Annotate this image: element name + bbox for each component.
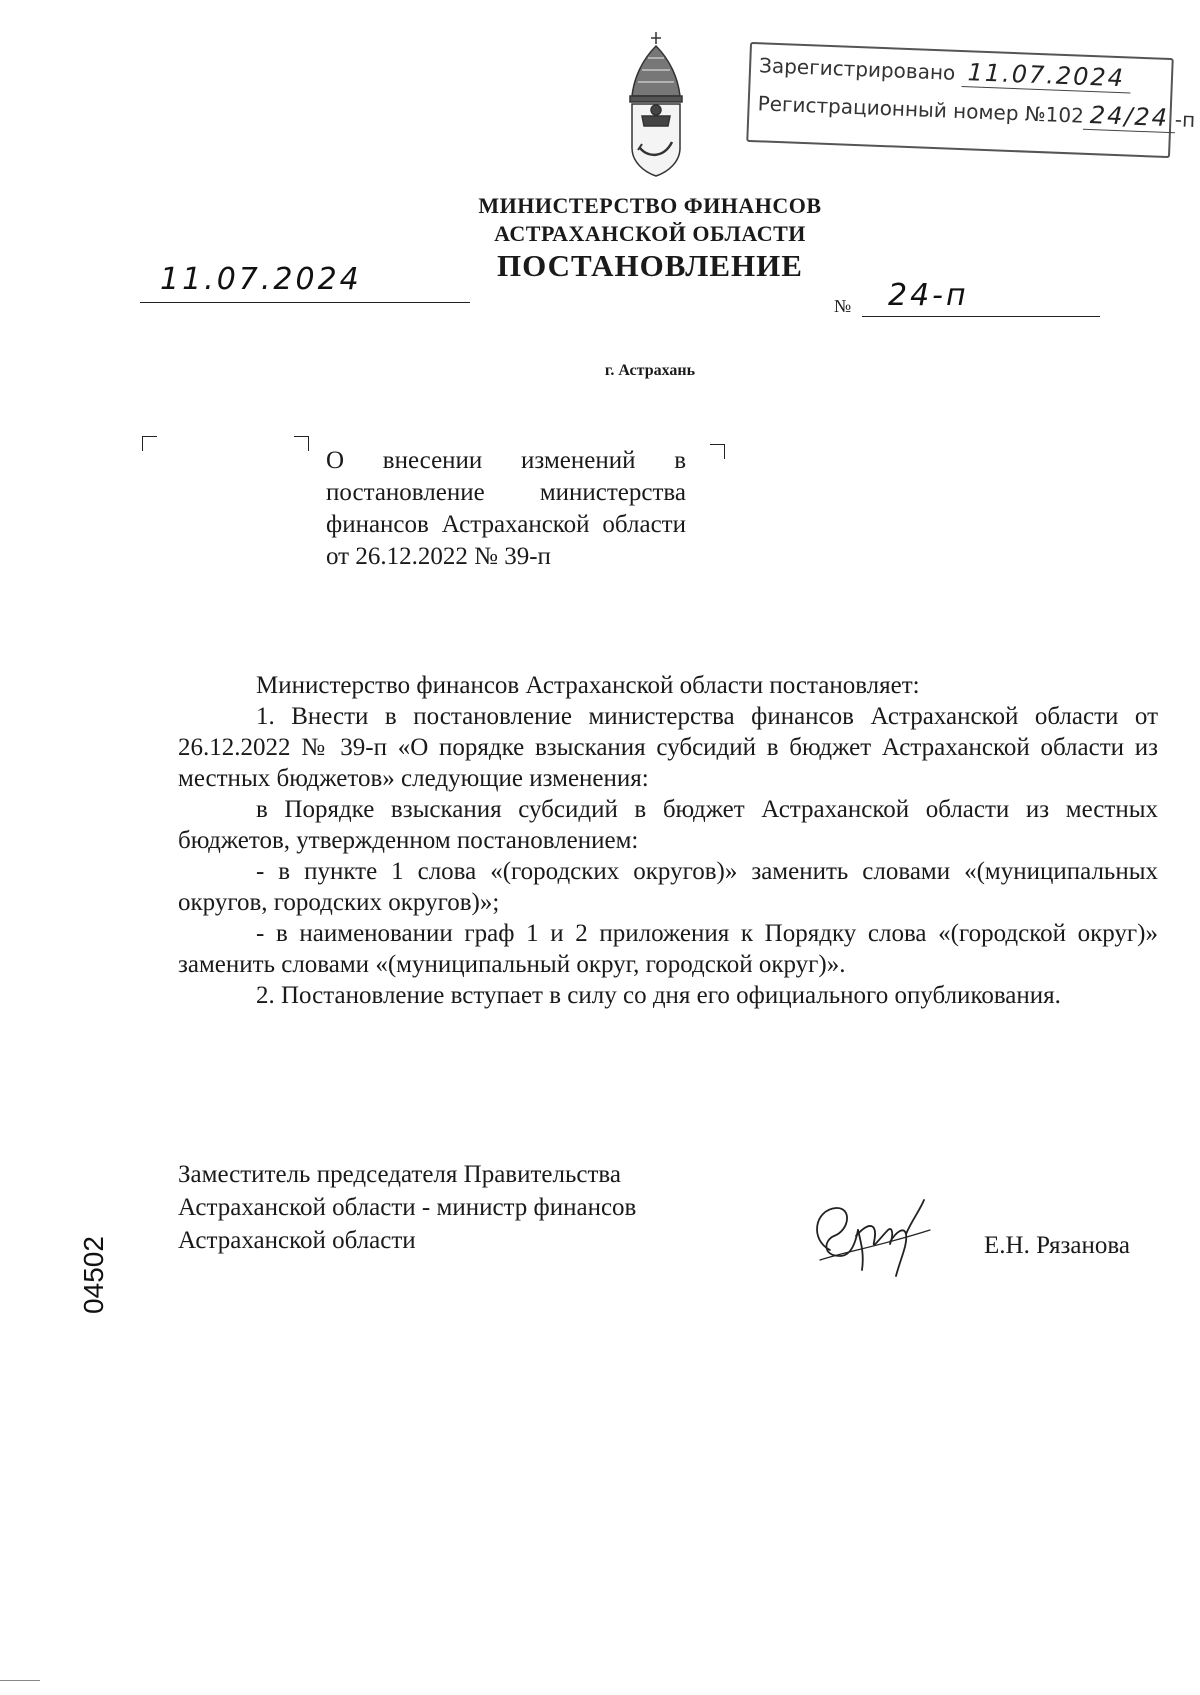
body-paragraph-3: - в пункте 1 слова «(городских округов)» заменить словами «(муниципальных округов, городских округов)»; — [178, 858, 1158, 916]
stamp-registered-label: Зарегистрировано — [758, 53, 956, 85]
body-paragraph-4: - в наименовании граф 1 и 2 приложения к Порядку слова «(городской округ)» заменить словами «(муниципальный округ, городской округ)». — [178, 920, 1158, 978]
corner-mark-left — [142, 436, 157, 451]
signatory-position — [178, 1158, 636, 1257]
stamp-reg-number-value: 24/24 — [1083, 101, 1175, 133]
stamp-registered-row — [759, 50, 1132, 92]
handwritten-signature-icon — [800, 1190, 940, 1280]
body-paragraph-1: 1. Внести в постановление министерства финансов Астраханской области от 26.12.2022 № 39-п «О порядке взыскания субсидий в бюджет Астраханской области из местных бюджетов» следующие изменения: — [178, 703, 1158, 792]
ministry-line-1: МИНИСТЕРСТВО ФИНАНСОВ — [478, 193, 822, 218]
document-subject: О внесении изменений в постановление министерства финансов Астраханской области от 26.12.2022 № 39-п — [326, 447, 686, 570]
number-underline — [862, 316, 1100, 317]
document-date: 11.07.2024 — [160, 262, 362, 297]
city: г. Астрахань — [604, 362, 696, 379]
position-line-2: Астраханской области - министр финансов — [178, 1194, 637, 1221]
document-type: ПОСТАНОВЛЕНИЕ — [497, 248, 803, 283]
body-paragraph-5: 2. Постановление вступает в силу со дня его официального опубликования. — [256, 982, 1061, 1009]
astrakhan-coat-of-arms-icon — [612, 30, 700, 190]
document-body — [178, 670, 1158, 1011]
corner-mark-mid — [294, 436, 309, 451]
document-number: 24-п — [888, 278, 969, 313]
stamp-reg-number-label: Регистрационный номер №102 — [757, 91, 1085, 128]
ministry-line-2: АСТРАХАНСКОЙ ОБЛАСТИ — [494, 221, 806, 246]
edge-mark — [0, 1680, 40, 1681]
stamp-registered-date: 11.07.2024 — [961, 58, 1131, 93]
stamp-reg-number-row — [757, 88, 1196, 133]
signatory-name: Е.Н. Рязанова — [984, 1232, 1130, 1259]
body-paragraph-2: в Порядке взыскания субсидий в бюджет Астраханской области из местных бюджетов, утвержденном постановлением: — [178, 796, 1158, 854]
position-line-3: Астраханской области — [178, 1227, 416, 1254]
number-sign: № — [834, 296, 852, 316]
position-line-1: Заместитель председателя Правительства — [178, 1161, 621, 1188]
side-number: 04502 — [78, 1236, 109, 1314]
ministry-name — [400, 192, 900, 248]
stamp-reg-number-suffix: -п — [1174, 107, 1196, 133]
body-intro: Министерство финансов Астраханской области постановляет: — [256, 672, 920, 699]
registration-stamp — [746, 42, 1196, 158]
corner-mark-right — [710, 444, 725, 459]
date-underline — [140, 302, 470, 303]
